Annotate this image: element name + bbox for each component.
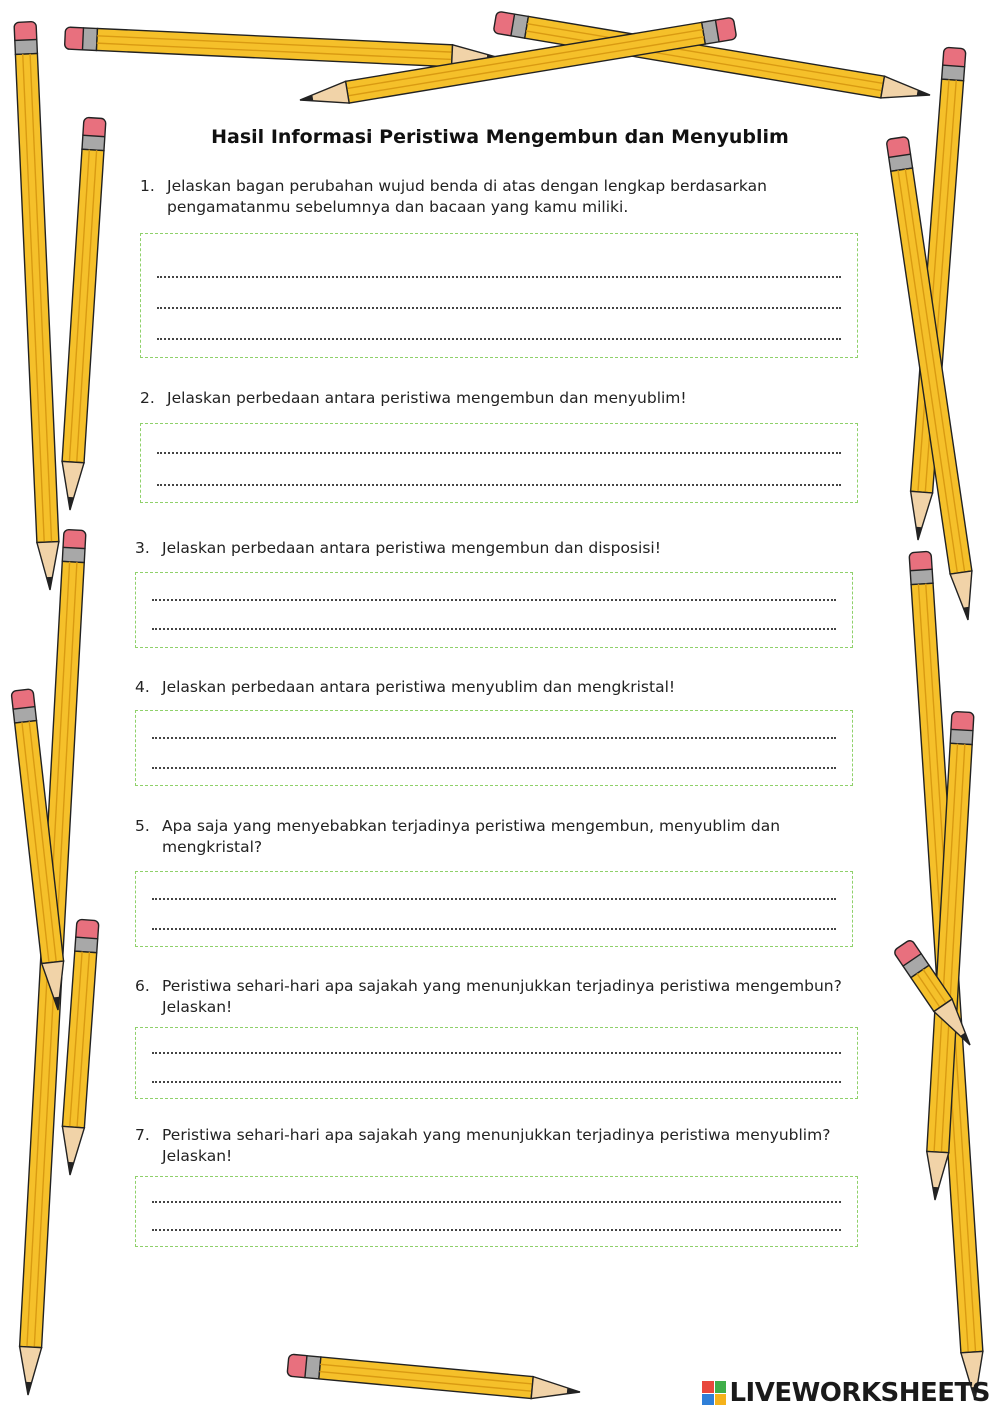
answer-line (152, 599, 836, 601)
answer-box-4[interactable] (135, 710, 853, 786)
answer-line (152, 737, 836, 739)
question-number: 1. (140, 177, 155, 195)
question-text: Peristiwa sehari-hari apa sajakah yang menunjukkan terjadinya peristiwa menyublim? Jelaskan! (162, 1126, 831, 1165)
pencil-wood (881, 76, 932, 106)
pencil-ferrule (910, 569, 933, 584)
pencil-ferrule (15, 39, 38, 54)
pencil-ferrule (75, 937, 98, 953)
question-5 (135, 816, 882, 858)
answer-line (157, 484, 841, 486)
pencil-body (15, 53, 58, 542)
answer-box-1[interactable] (140, 233, 858, 358)
pencil-icon (59, 117, 106, 510)
pencil-ferrule (950, 729, 973, 744)
pencil-ferrule (82, 135, 105, 150)
answer-box-5[interactable] (135, 871, 853, 947)
question-text: Jelaskan perbedaan antara peristiwa menyublim dan mengkristal! (162, 678, 676, 696)
pencil-wood (950, 571, 979, 622)
question-text: Jelaskan perbedaan antara peristiwa mengembun dan menyublim! (167, 389, 687, 407)
logo-square (715, 1394, 727, 1406)
question-2 (140, 388, 887, 409)
pencil-body (96, 28, 452, 66)
answer-line (152, 898, 836, 900)
pencil-icon (64, 27, 500, 69)
question-number: 6. (135, 977, 150, 995)
pencil-wood (531, 1377, 581, 1403)
answer-box-3[interactable] (135, 572, 853, 648)
answer-line (152, 1201, 841, 1203)
question-4 (135, 677, 882, 698)
question-6 (135, 976, 887, 1018)
question-text: Jelaskan perbedaan antara peristiwa mengembun dan disposisi! (162, 539, 661, 557)
answer-line (152, 1081, 841, 1083)
question-text: Peristiwa sehari-hari apa sajakah yang menunjukkan terjadinya peristiwa mengembun? Jelaskan! (162, 977, 842, 1016)
pencil-body (319, 1357, 533, 1399)
pencil-lead (46, 577, 53, 590)
pencil-body (62, 149, 104, 463)
answer-box-7[interactable] (135, 1176, 858, 1247)
liveworksheets-logo (702, 1378, 990, 1408)
pencil-icon (59, 919, 99, 1176)
answer-line (157, 338, 841, 340)
question-1 (140, 176, 887, 218)
question-number: 5. (135, 817, 150, 835)
pencil-ferrule (62, 547, 85, 562)
logo-square (702, 1394, 714, 1406)
answer-line (157, 276, 841, 278)
answer-line (157, 452, 841, 454)
answer-line (157, 307, 841, 309)
pencil-icon (287, 1354, 581, 1403)
answer-line (152, 628, 836, 630)
question-text: Apa saja yang menyebabkan terjadinya peristiwa mengembun, menyublim dan mengkristal? (162, 817, 781, 856)
logo-square (715, 1381, 727, 1393)
question-number: 4. (135, 678, 150, 696)
page-title: Hasil Informasi Peristiwa Mengembun dan Menyublim (211, 126, 789, 148)
answer-line (152, 1229, 841, 1231)
question-number: 2. (140, 389, 155, 407)
question-number: 3. (135, 539, 150, 557)
pencil-icon (14, 22, 61, 591)
answer-box-6[interactable] (135, 1027, 858, 1099)
answer-box-2[interactable] (140, 423, 858, 503)
answer-line (152, 1052, 841, 1054)
logo-square (702, 1381, 714, 1393)
pencil-ferrule (82, 28, 97, 51)
pencil-ferrule (942, 65, 965, 81)
question-number: 7. (135, 1126, 150, 1144)
logo-text: LIVEWORKSHEETS (729, 1378, 990, 1408)
question-7 (135, 1125, 887, 1167)
answer-line (152, 767, 836, 769)
logo-mark-icon (702, 1381, 726, 1405)
answer-line (152, 928, 836, 930)
pencil-wood (298, 81, 349, 111)
question-text: Jelaskan bagan perubahan wujud benda di atas dengan lengkap berdasarkan pengamatanmu sebelumnya dan bacaan yang kamu miliki. (167, 177, 767, 216)
question-3 (135, 538, 882, 559)
